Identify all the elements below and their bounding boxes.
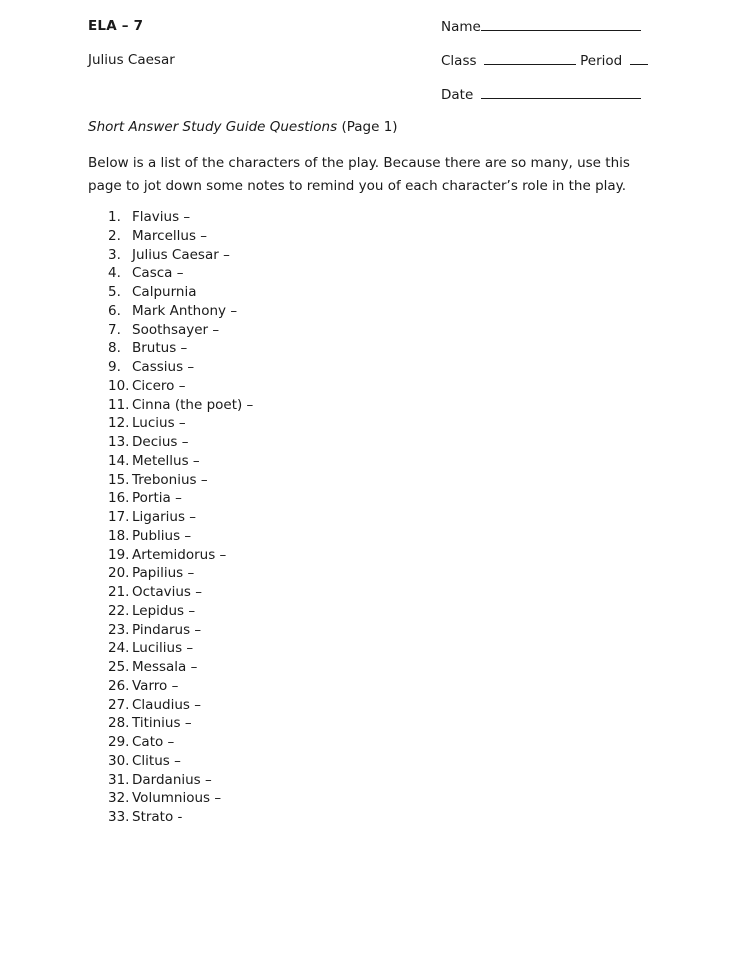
character-list-item	[108, 602, 253, 621]
item-number: 14.	[108, 452, 130, 469]
character-name: Flavius –	[132, 209, 191, 225]
character-name: Titinius –	[132, 715, 192, 732]
item-number: 12.	[108, 415, 130, 432]
character-name: Marcellus –	[132, 227, 208, 244]
item-number: 24.	[108, 640, 130, 657]
character-name: Lucius –	[132, 415, 186, 432]
character-list-item	[108, 714, 253, 733]
item-number: 6.	[108, 302, 121, 319]
item-number: 28.	[108, 715, 130, 732]
character-name: Mark Anthony –	[132, 302, 238, 319]
character-list-item	[108, 339, 253, 358]
character-name: Volumnious –	[132, 790, 222, 807]
item-number: 8.	[108, 340, 121, 357]
character-list-item	[108, 564, 253, 583]
item-number: 23.	[108, 621, 130, 638]
item-number: 10.	[108, 377, 130, 394]
character-list-item	[108, 471, 253, 490]
item-number: 33.	[108, 809, 130, 825]
item-number: 4.	[108, 265, 121, 282]
character-name: Dardanius –	[132, 771, 212, 788]
character-name: Messala –	[132, 659, 198, 675]
item-number: 15.	[108, 471, 130, 488]
item-number: 2.	[108, 227, 121, 244]
character-list-item	[108, 358, 253, 377]
character-name: Clitus –	[132, 752, 181, 769]
name-label: Name	[441, 19, 481, 35]
class-period-field	[441, 52, 648, 69]
subtitle-page: (Page 1)	[337, 119, 398, 135]
character-name: Trebonius –	[132, 471, 208, 488]
item-number: 30.	[108, 752, 130, 769]
item-number: 31.	[108, 771, 130, 788]
date-field	[441, 86, 641, 103]
character-name: Julius Caesar –	[132, 246, 230, 263]
character-list-item	[108, 658, 253, 677]
character-name: Octavius –	[132, 584, 202, 600]
item-number: 26.	[108, 677, 130, 694]
item-number: 1.	[108, 209, 121, 225]
period-label: Period	[580, 53, 623, 69]
character-list-item	[108, 321, 253, 340]
character-name: Papilius –	[132, 565, 195, 582]
date-blank[interactable]	[481, 86, 641, 99]
character-list-item	[108, 621, 253, 640]
character-name: Ligarius –	[132, 509, 197, 525]
course-label: ELA – 7	[88, 18, 144, 34]
item-number: 7.	[108, 321, 121, 338]
item-number: 16.	[108, 490, 130, 507]
character-name: Lucilius –	[132, 640, 194, 657]
character-list-item	[108, 377, 253, 396]
character-name: Casca –	[132, 265, 184, 282]
item-number: 22.	[108, 602, 130, 619]
character-list-item	[108, 414, 253, 433]
item-number: 5.	[108, 284, 121, 300]
play-title: Julius Caesar	[88, 52, 175, 68]
character-name: Brutus –	[132, 340, 188, 357]
character-name: Decius –	[132, 434, 189, 450]
character-list-item	[108, 546, 253, 565]
character-name: Strato -	[132, 809, 183, 825]
item-number: 3.	[108, 246, 121, 263]
character-name: Artemidorus –	[132, 546, 227, 563]
instructions-paragraph: Below is a list of the characters of the play. Because there are so many, use this page to jot down some notes to remind you of each character’s role in the play.	[88, 155, 630, 194]
item-number: 29.	[108, 734, 130, 750]
character-list-item	[108, 677, 253, 696]
character-list-item	[108, 246, 253, 265]
character-list-item	[108, 264, 253, 283]
character-list-item	[108, 583, 253, 602]
character-list-item	[108, 771, 253, 790]
item-number: 20.	[108, 565, 130, 582]
date-label: Date	[441, 87, 474, 103]
item-number: 9.	[108, 359, 121, 375]
item-number: 13.	[108, 434, 130, 450]
character-list-item	[108, 508, 253, 527]
item-number: 27.	[108, 696, 130, 713]
character-name: Lepidus –	[132, 602, 196, 619]
item-number: 11.	[108, 396, 130, 413]
item-number: 32.	[108, 790, 130, 807]
character-list	[108, 208, 253, 827]
character-list-item	[108, 302, 253, 321]
character-name: Pindarus –	[132, 621, 202, 638]
character-name: Calpurnia	[132, 284, 197, 300]
character-name: Cato –	[132, 734, 175, 750]
character-name: Publius –	[132, 527, 192, 544]
character-list-item	[108, 752, 253, 771]
character-list-item	[108, 808, 253, 827]
character-list-item	[108, 396, 253, 415]
character-list-item	[108, 283, 253, 302]
item-number: 19.	[108, 546, 130, 563]
character-list-item	[108, 789, 253, 808]
character-list-item	[108, 433, 253, 452]
item-number: 18.	[108, 527, 130, 544]
section-subtitle	[88, 119, 398, 135]
character-name: Claudius –	[132, 696, 201, 713]
character-list-item	[108, 227, 253, 246]
class-label: Class	[441, 53, 477, 69]
character-name: Varro –	[132, 677, 179, 694]
character-list-item	[108, 696, 253, 715]
character-list-item	[108, 639, 253, 658]
character-list-item	[108, 527, 253, 546]
character-name: Cicero –	[132, 377, 186, 394]
character-name: Soothsayer –	[132, 321, 220, 338]
character-name: Metellus –	[132, 452, 200, 469]
item-number: 17.	[108, 509, 130, 525]
character-list-item	[108, 452, 253, 471]
character-name: Portia –	[132, 490, 182, 507]
name-field	[441, 18, 641, 35]
period-blank[interactable]	[630, 52, 648, 65]
character-name: Cassius –	[132, 359, 195, 375]
subtitle-italic: Short Answer Study Guide Questions	[88, 119, 338, 135]
name-blank[interactable]	[481, 18, 641, 31]
class-blank[interactable]	[484, 52, 576, 65]
character-list-item	[108, 489, 253, 508]
character-list-item	[108, 208, 253, 227]
character-list-item	[108, 733, 253, 752]
item-number: 25.	[108, 659, 130, 675]
item-number: 21.	[108, 584, 130, 600]
character-name: Cinna (the poet) –	[132, 396, 254, 413]
